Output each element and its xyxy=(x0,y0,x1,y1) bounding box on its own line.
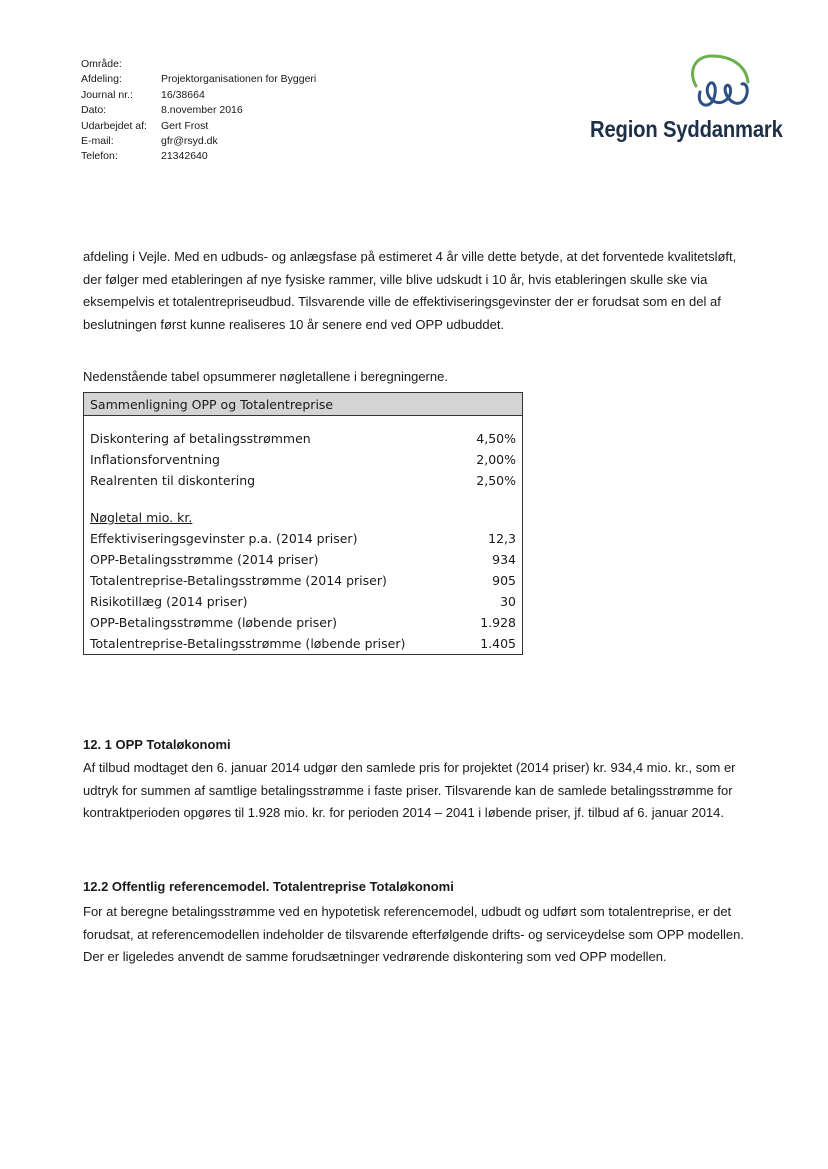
section-label: Nøgletal mio. kr. xyxy=(90,510,193,525)
table-title: Sammenligning OPP og Totalentreprise xyxy=(84,393,523,416)
meta-value: 21342640 xyxy=(161,150,208,163)
meta-label: Dato: xyxy=(81,104,107,117)
meta-row-department xyxy=(81,72,316,87)
row-label: OPP-Betalingsstrømme (løbende priser) xyxy=(90,615,337,630)
row-label: Diskontering af betalingsstrømmen xyxy=(90,431,311,446)
row-value: 934 xyxy=(492,552,516,567)
region-logo-text: Region Syddanmark xyxy=(590,116,783,142)
table-row xyxy=(84,570,523,591)
row-label: Totalentreprise-Betalingsstrømme (løbende priser) xyxy=(90,636,406,651)
row-value: 2,50% xyxy=(476,473,516,488)
row-label: Totalentreprise-Betalingsstrømme (2014 priser) xyxy=(90,573,387,588)
section-heading-reference: 12.2 Offentlig referencemodel. Totalentreprise Totaløkonomi xyxy=(83,879,454,894)
table-header-row xyxy=(84,393,523,416)
meta-label: Udarbejdet af: xyxy=(81,119,147,132)
table-row xyxy=(84,591,523,612)
row-label: Realrenten til diskontering xyxy=(90,473,256,488)
row-value: 2,00% xyxy=(476,452,516,467)
meta-value: Projektorganisationen for Byggeri xyxy=(161,73,317,86)
table-row xyxy=(84,449,523,470)
section-body-opp: Af tilbud modtaget den 6. januar 2014 udgør den samlede pris for projektet (2014 priser) kr. 934,4 mio. kr., som er udtryk for summen af samtlige betalingsstrømme i faste priser. Tilsvarende kan de samlede betalingsstrømme for kontraktperioden opgøres til 1.928 mio. kr. for perioden 2014 – 2041 i løbende priser, jf. tilbud af 6. januar 2014. xyxy=(83,760,736,821)
row-label: Risikotillæg (2014 priser) xyxy=(90,594,248,609)
region-logo-icon xyxy=(682,52,762,114)
meta-row-author xyxy=(81,119,316,134)
meta-value: 16/38664 xyxy=(161,88,205,101)
row-value: 30 xyxy=(500,594,516,609)
table-section-row xyxy=(84,507,523,528)
row-value: 905 xyxy=(492,573,516,588)
document-metadata xyxy=(81,57,316,165)
meta-label: Område: xyxy=(81,58,122,70)
meta-row-phone xyxy=(81,149,316,164)
row-label: Inflationsforventning xyxy=(90,452,220,467)
meta-value: gfr@rsyd.dk xyxy=(161,135,218,148)
meta-row-area xyxy=(81,57,316,72)
table-row xyxy=(84,612,523,633)
meta-row-email xyxy=(81,134,316,149)
row-value: 1.405 xyxy=(480,636,516,651)
meta-label: Afdeling: xyxy=(81,73,122,86)
table-row xyxy=(84,633,523,655)
meta-label: Journal nr.: xyxy=(81,88,133,101)
section-heading-opp: 12. 1 OPP Totaløkonomi xyxy=(83,737,231,752)
table-row xyxy=(84,428,523,449)
row-value: 4,50% xyxy=(476,431,516,446)
meta-label: Telefon: xyxy=(81,150,118,163)
meta-value: Gert Frost xyxy=(161,119,209,132)
row-value: 12,3 xyxy=(488,531,516,546)
meta-label: E-mail: xyxy=(81,135,114,148)
table-row xyxy=(84,549,523,570)
table-row xyxy=(84,470,523,491)
meta-value: 8.november 2016 xyxy=(161,104,243,117)
intro-paragraph: afdeling i Vejle. Med en udbuds- og anlægsfase på estimeret 4 år ville dette betyde, at det forventede kvalitetsløft, der følger med etableringen af nye fysiske rammer, ville blive udskudt i 10 år, hvis etableringen skulle ske via eksempelvis et totalentrepriseudbud. Tilsvarende ville de effektiviseringsgevinster der er forudsat som en del af beslutningen først kunne realiseres 10 år senere end ved OPP udbuddet. xyxy=(83,249,737,332)
row-label: OPP-Betalingsstrømme (2014 priser) xyxy=(90,552,319,567)
meta-row-date xyxy=(81,103,316,118)
table-row xyxy=(84,528,523,549)
row-value: 1.928 xyxy=(480,615,516,630)
row-label: Effektiviseringsgevinster p.a. (2014 priser) xyxy=(90,531,358,546)
section-body-reference: For at beregne betalingsstrømme ved en hypotetisk referencemodel, udbudt og udført som totalentreprise, er det forudsat, at referencemodellen indeholder de tilsvarende efterfølgende drifts- og serviceydelse som OPP modellen. Der er ligeledes anvendt de samme forudsætninger vedrørende diskontering som ved OPP modellen. xyxy=(83,904,744,965)
meta-row-journal xyxy=(81,88,316,103)
table-intro: Nedenstående tabel opsummerer nøgletallene i beregningerne. xyxy=(83,369,448,384)
region-logo xyxy=(590,52,790,152)
summary-table xyxy=(83,392,523,655)
